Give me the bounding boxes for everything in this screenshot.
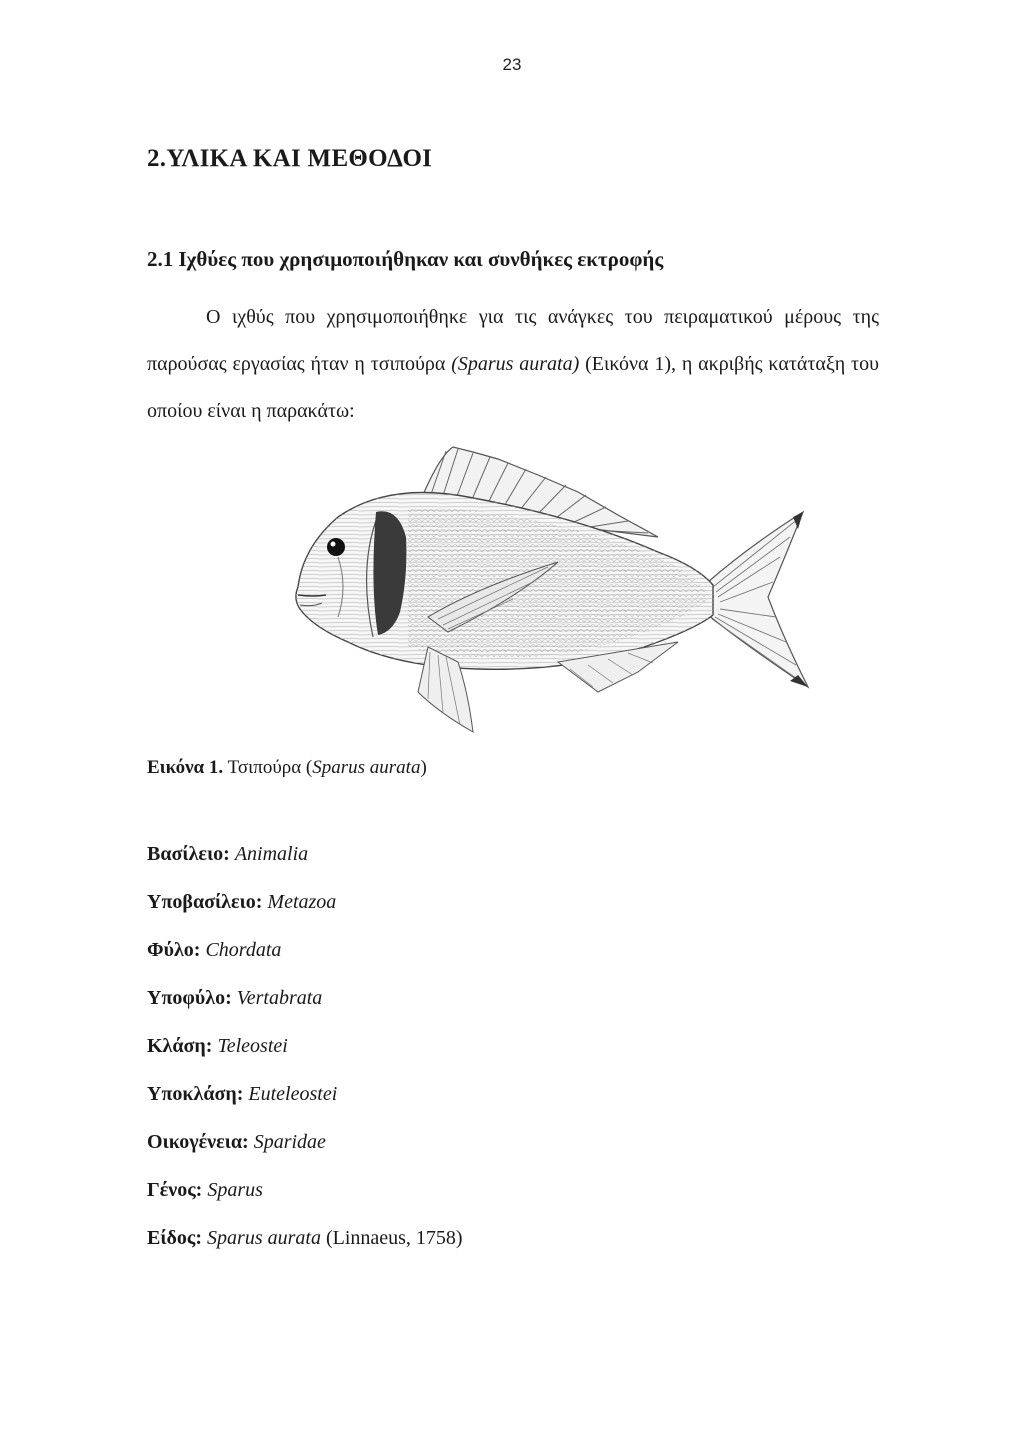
caption-text: Τσιπούρα ( <box>223 757 313 778</box>
intro-paragraph <box>147 294 879 435</box>
caption-close: ) <box>420 757 427 778</box>
taxonomy-label: Υποκλάση: <box>147 1083 244 1105</box>
taxonomy-label: Υποβασίλειο: <box>147 891 263 913</box>
paragraph-species: (Sparus aurata) <box>451 353 580 375</box>
taxonomy-suffix: (Linnaeus, 1758) <box>320 1227 463 1249</box>
taxonomy-value: Euteleostei <box>248 1083 338 1105</box>
paragraph-text-before: Ο ιχθύς που χρησιμοποιήθηκε για τις ανάγκες του πειραματικού μέρους της παρούσας εργασίας ήταν η τσιπούρα <box>147 306 879 375</box>
taxonomy-value: Teleostei <box>217 1035 288 1057</box>
taxonomy-value: Sparidae <box>253 1131 326 1153</box>
taxonomy-label: Κλάση: <box>147 1035 213 1057</box>
section-title: 2.1 Ιχθύες που χρησιμοποιήθηκαν και συνθήκες εκτροφής <box>147 247 664 271</box>
fish-illustration-icon <box>278 437 813 735</box>
taxonomy-value: Chordata <box>205 939 282 961</box>
paragraph-text-after: (Εικόνα 1), η ακριβής κατάταξη του οποίου είναι η παρακάτω: <box>147 353 879 422</box>
taxonomy-item-subkingdom <box>147 886 463 934</box>
page-number: 23 <box>502 55 522 74</box>
taxonomy-item-genus <box>147 1174 463 1222</box>
taxonomy-value: Metazoa <box>267 891 337 913</box>
taxonomy-label: Γένος: <box>147 1179 203 1201</box>
taxonomy-item-subphylum <box>147 982 463 1030</box>
taxonomy-item-class <box>147 1030 463 1078</box>
chapter-title: 2.ΥΛΙΚΑ ΚΑΙ ΜΕΘΟΔΟΙ <box>147 145 433 172</box>
taxonomy-value: Vertabrata <box>236 987 323 1009</box>
figure-caption <box>147 757 427 779</box>
taxonomy-item-phylum <box>147 934 463 982</box>
taxonomy-item-family <box>147 1126 463 1174</box>
taxonomy-value: Animalia <box>234 843 309 865</box>
taxonomy-label: Υποφύλο: <box>147 987 232 1009</box>
taxonomy-list <box>147 838 463 1270</box>
taxonomy-value: Sparus aurata <box>207 1227 321 1249</box>
taxonomy-label: Οικογένεια: <box>147 1131 249 1153</box>
taxonomy-item-subclass <box>147 1078 463 1126</box>
caption-species: Sparus aurata <box>312 757 421 778</box>
taxonomy-item-species <box>147 1222 463 1270</box>
taxonomy-value: Sparus <box>207 1179 263 1201</box>
caption-label: Εικόνα 1. <box>147 757 224 778</box>
taxonomy-item-kingdom <box>147 838 463 886</box>
taxonomy-label: Βασίλειο: <box>147 843 230 865</box>
taxonomy-label: Φύλο: <box>147 939 201 961</box>
taxonomy-label: Είδος: <box>147 1227 203 1249</box>
